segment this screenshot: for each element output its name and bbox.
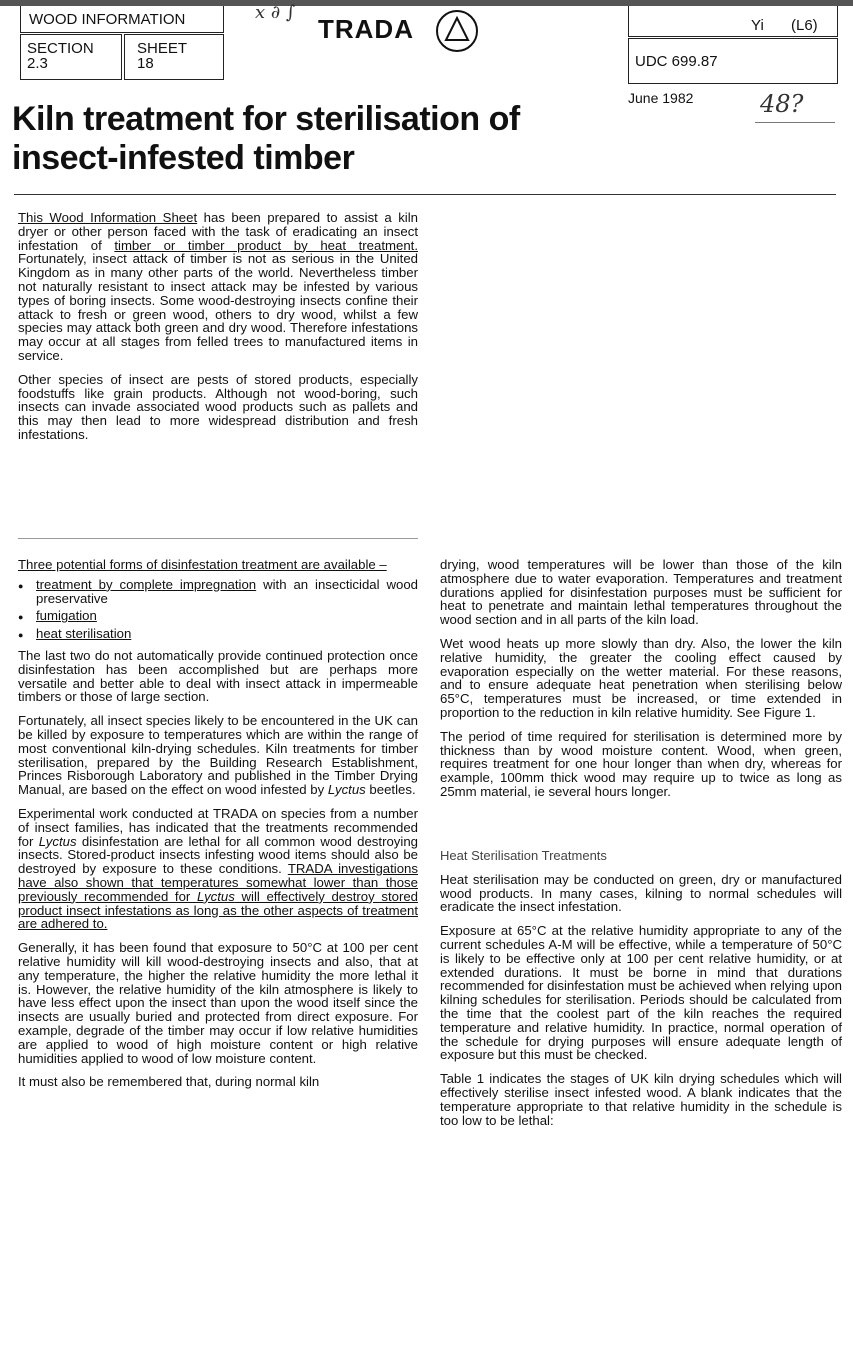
paragraph-exposure: Exposure at 65°C at the relative humidity appropriate to any of the current schedules A-M will be effective, while a temperature of 50°C is likely to be effective only at 100 per cent relative humidity, or at extended durations. It must be borne in mind that durations recommended for disinfestation must be achieved when relying upon kilning schedules for sterilisation. Periods should be calculated from the time that the coolest part of the kiln reaches the required temperature and relative humidity. In practice, normal operation of the schedule for drying purposes will ensure adequate length of exposure but this must be checked. (440, 923, 842, 1063)
intro-section (18, 211, 418, 452)
sheet-label: SHEET (137, 40, 188, 57)
code-box (628, 6, 838, 37)
right-column (440, 558, 842, 1137)
section-label: SECTION (27, 40, 94, 57)
paragraph-table: Table 1 indicates the stages of UK kiln drying schedules which will effectively sterilise insect infested wood. A blank indicates that the temperature appropriate to that relative humidity in the schedule is too low to be lethal: (440, 1071, 842, 1128)
paragraph-fortunately: Fortunately, all insect species likely to be encountered in the UK can be killed by exposure to temperatures which are within the range of most conventional kiln-drying schedules. Kiln treatments for timber sterilisation, prepared by the Building Research Establishment, Princes Risborough Laboratory and published in the Timber Drying Manual, are based on the effect on wood infested by Lyctus beetles. (18, 713, 418, 798)
code-b: (L6) (791, 17, 818, 34)
handwritten-note: 48? (760, 90, 804, 118)
list-item: ● fumigation (18, 609, 418, 623)
section-divider (18, 538, 418, 539)
list-item: ● treatment by complete impregnation with an insecticidal wood preservative (18, 578, 418, 606)
paragraph-remember: It must also be remembered that, during normal kiln (18, 1074, 320, 1090)
heat-sterilisation-heading: Heat Sterilisation Treatments (440, 847, 607, 863)
issue-date: June 1982 (628, 90, 694, 106)
section-value: 2.3 (27, 55, 48, 72)
page-title: Kiln treatment for sterilisation of insect-infested timber (12, 100, 520, 177)
paragraph-drying: drying, wood temperatures will be lower than those of the kiln atmosphere due to water evaporation. Temperatures and treatment durations applied for disinfestation purposes must be sufficient for heat to penetrate and maintain lethal temperatures throughout the wood section and in all parts of the kiln load. (440, 557, 842, 628)
sheet-box (124, 34, 224, 80)
paragraph-wet-wood: Wet wood heats up more slowly than dry. Also, the lower the kiln relative humidity, the greater the cooling effect caused by evaporation especially on the wetter material. For these reasons, and to ensure adequate heat penetration when sterilising below 65°C, temperatures must be increased, or time extended in proportion to the reduction in kiln relative humidity. See Figure 1. (440, 635, 842, 720)
handwritten-mark: x ∂ ∫ (255, 2, 296, 23)
intro-paragraph-2: Other species of insect are pests of stored products, especially foodstuffs like grain products. Although not wood-boring, such insects can invade associated wood products such as pallets and this may then lead to more widespread distribution and fresh infestations. (18, 371, 418, 442)
treatment-list (18, 578, 418, 641)
section-box (20, 34, 122, 80)
title-rule (14, 194, 836, 195)
code-a: Yi (751, 17, 764, 34)
udc-box (628, 38, 838, 84)
paragraph-generally: Generally, it has been found that exposure to 50°C at 100 per cent relative humidity will kill wood-destroying insects and also, that at any temperature, the higher the relative humidity the more lethal it is. However, the relative humidity of the kiln atmosphere is likely to have less effect upon the insect than upon the wood itself since the insects are usually buried and protected from direct exposure. For example, degrade of the timber may occur if low relative humidities are applied to wood of high moisture content or high relative humidities applied to wood of low moisture content. (18, 940, 418, 1066)
series-box (20, 6, 224, 33)
paragraph-experimental: Experimental work conducted at TRADA on species from a number of insect families, has indicated that the treatments recommended for Lyctus disinfestation are lethal for all common wood destroying insects. Stored-product insects infesting wood items should also be destroyed by exposure to these conditions. TRADA investigations have also shown that temperatures somewhat lower than those previously recommended for Lyctus will effectively destroy stored product insect infestations as long as the other aspects of treatment are adhered to. (18, 805, 419, 932)
left-column (18, 558, 418, 1099)
paragraph-heat: Heat sterilisation may be conducted on green, dry or manufactured wood products. In many cases, kilning to normal schedules will eradicate the insect infestation. (440, 871, 842, 915)
paragraph-period: The period of time required for sterilisation is determined more by thickness than by wood moisture content. Wood, when green, requires treatment for one hour longer than when dry, whereas for example, 100mm thick wood may require up to twice as long as 25mm material, ie several hours longer. (440, 728, 842, 799)
forms-intro: Three potential forms of disinfestation treatment are available – (18, 557, 387, 572)
udc-label: UDC 699.87 (635, 53, 718, 70)
trada-logo: TRADA (318, 14, 414, 45)
series-label: WOOD INFORMATION (29, 11, 186, 28)
logo-emblem-icon (434, 8, 480, 54)
intro-paragraph-1: This Wood Information Sheet has been prepared to assist a kiln dryer or other person faced with the task of eradicating an insect infestation of timber or timber product by heat treatment. Fortunately, insect attack of timber is not as serious in the United Kingdom as in many other parts of the world. Nevertheless timber not naturally resistant to insect attack may be infested by various types of boring insects. Some wood-destroying insects confine their attack to fresh or green wood, others to dry wood, whilst a few species may attack both green and dry wood. Therefore infestations may occur at all stages from felled trees to manufactured items in service. (18, 210, 418, 363)
list-item: ● heat sterilisation (18, 627, 418, 641)
paragraph-last-two: The last two do not automatically provide continued protection once disinfestation has been accomplished but are perhaps more versatile and better able to deal with insect attack in impermeable timbers or those of large section. (18, 647, 418, 705)
sheet-value: 18 (137, 55, 154, 72)
note-underline (755, 122, 835, 123)
